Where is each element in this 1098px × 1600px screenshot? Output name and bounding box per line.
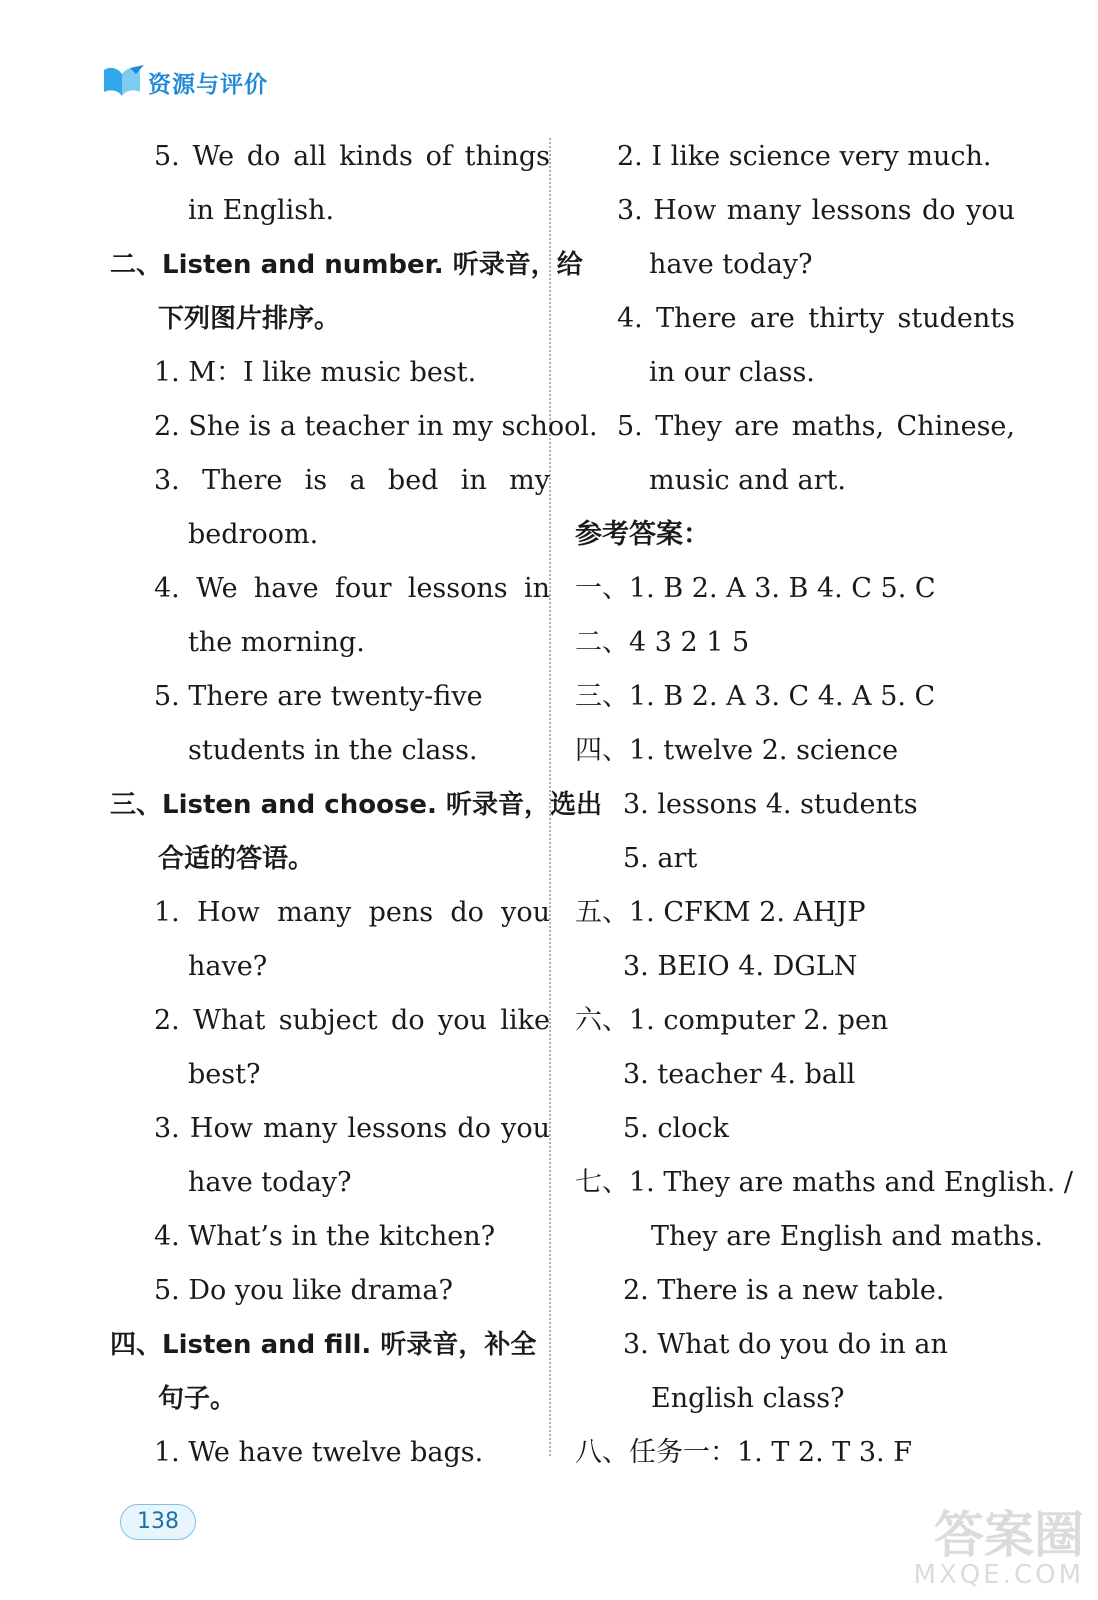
- text-line: 1. How many pens do you: [154, 897, 550, 928]
- section-heading: 合适的答语。: [158, 844, 315, 874]
- text-line: have?: [188, 951, 268, 982]
- text-line: 5. They are maths, Chinese,: [617, 411, 1015, 442]
- text-line: 七、1. They are maths and English. /: [575, 1167, 1074, 1198]
- text-line: 3. How many lessons do you: [617, 195, 1015, 226]
- text-line: They are English and maths.: [651, 1221, 1043, 1252]
- book-logo-icon: [100, 64, 146, 100]
- text-line: in English.: [188, 195, 335, 226]
- text-line: have today?: [649, 249, 813, 280]
- watermark-main: 答案圈: [934, 1506, 1084, 1564]
- text-line: 2. There is a new table.: [623, 1275, 945, 1306]
- text-line: in our class.: [649, 357, 815, 388]
- text-line: 3. teacher 4. ball: [623, 1059, 856, 1090]
- text-line: 4. We have four lessons in: [154, 573, 550, 604]
- section-heading: 三、Listen and choose. 听录音，选出: [110, 790, 602, 820]
- text-line: have today?: [188, 1167, 352, 1198]
- text-line: 4. What’s in the kitchen?: [154, 1221, 496, 1252]
- header-title: 资源与评价: [148, 71, 268, 98]
- section-heading: 二、Listen and number. 听录音，给: [110, 250, 583, 280]
- left-column: [110, 130, 602, 1480]
- text-line: 1. We have twelve bags.: [154, 1437, 484, 1468]
- text-line: 三、1. B 2. A 3. C 4. A 5. C: [575, 681, 936, 712]
- text-line: students in the class.: [188, 735, 478, 766]
- text-line: 5. We do all kinds of things: [154, 141, 550, 172]
- text-line: 3. lessons 4. students: [623, 789, 918, 820]
- text-line: 二、4 3 2 1 5: [575, 627, 750, 658]
- text-line: 5. There are twenty-five: [154, 681, 483, 712]
- text-line: 八、任务一：1. T 2. T 3. F: [575, 1437, 912, 1468]
- text-line: best?: [188, 1059, 261, 1090]
- text-line: 六、1. computer 2. pen: [575, 1005, 889, 1036]
- page-number: 138: [120, 1504, 196, 1540]
- text-line: 3. How many lessons do you: [154, 1113, 550, 1144]
- text-line: English class?: [651, 1383, 845, 1414]
- text-line: 5. art: [623, 843, 698, 874]
- text-line: 2. What subject do you like: [154, 1005, 550, 1036]
- right-column: [575, 130, 1074, 1480]
- text-line: 4. There are thirty students: [617, 303, 1015, 334]
- page-header: [100, 62, 268, 102]
- text-line: 3. BEIO 4. DGLN: [623, 951, 858, 982]
- section-heading: 句子。: [158, 1384, 237, 1414]
- section-heading: 下列图片排序。: [158, 304, 341, 334]
- section-heading: 四、Listen and fill. 听录音，补全: [110, 1330, 537, 1360]
- text-line: 3. There is a bed in my: [154, 465, 550, 496]
- text-line: music and art.: [649, 465, 846, 496]
- text-line: 一、1. B 2. A 3. B 4. C 5. C: [575, 573, 936, 604]
- text-line: 5. clock: [623, 1113, 729, 1144]
- watermark-sub: MXQE.COM: [913, 1560, 1084, 1590]
- text-line: 1. M：I like music best.: [154, 357, 477, 388]
- text-line: 2. She is a teacher in my school.: [154, 411, 598, 442]
- section-heading: 参考答案：: [575, 519, 710, 550]
- text-line: the morning.: [188, 627, 365, 658]
- text-line: bedroom.: [188, 519, 319, 550]
- text-line: 3. What do you do in an: [623, 1329, 948, 1360]
- text-line: 5. Do you like drama?: [154, 1275, 453, 1306]
- text-line: 五、1. CFKM 2. AHJP: [575, 897, 866, 928]
- text-line: 2. I like science very much.: [617, 141, 992, 172]
- watermark-logo: [913, 1506, 1084, 1590]
- text-line: 四、1. twelve 2. science: [575, 735, 899, 766]
